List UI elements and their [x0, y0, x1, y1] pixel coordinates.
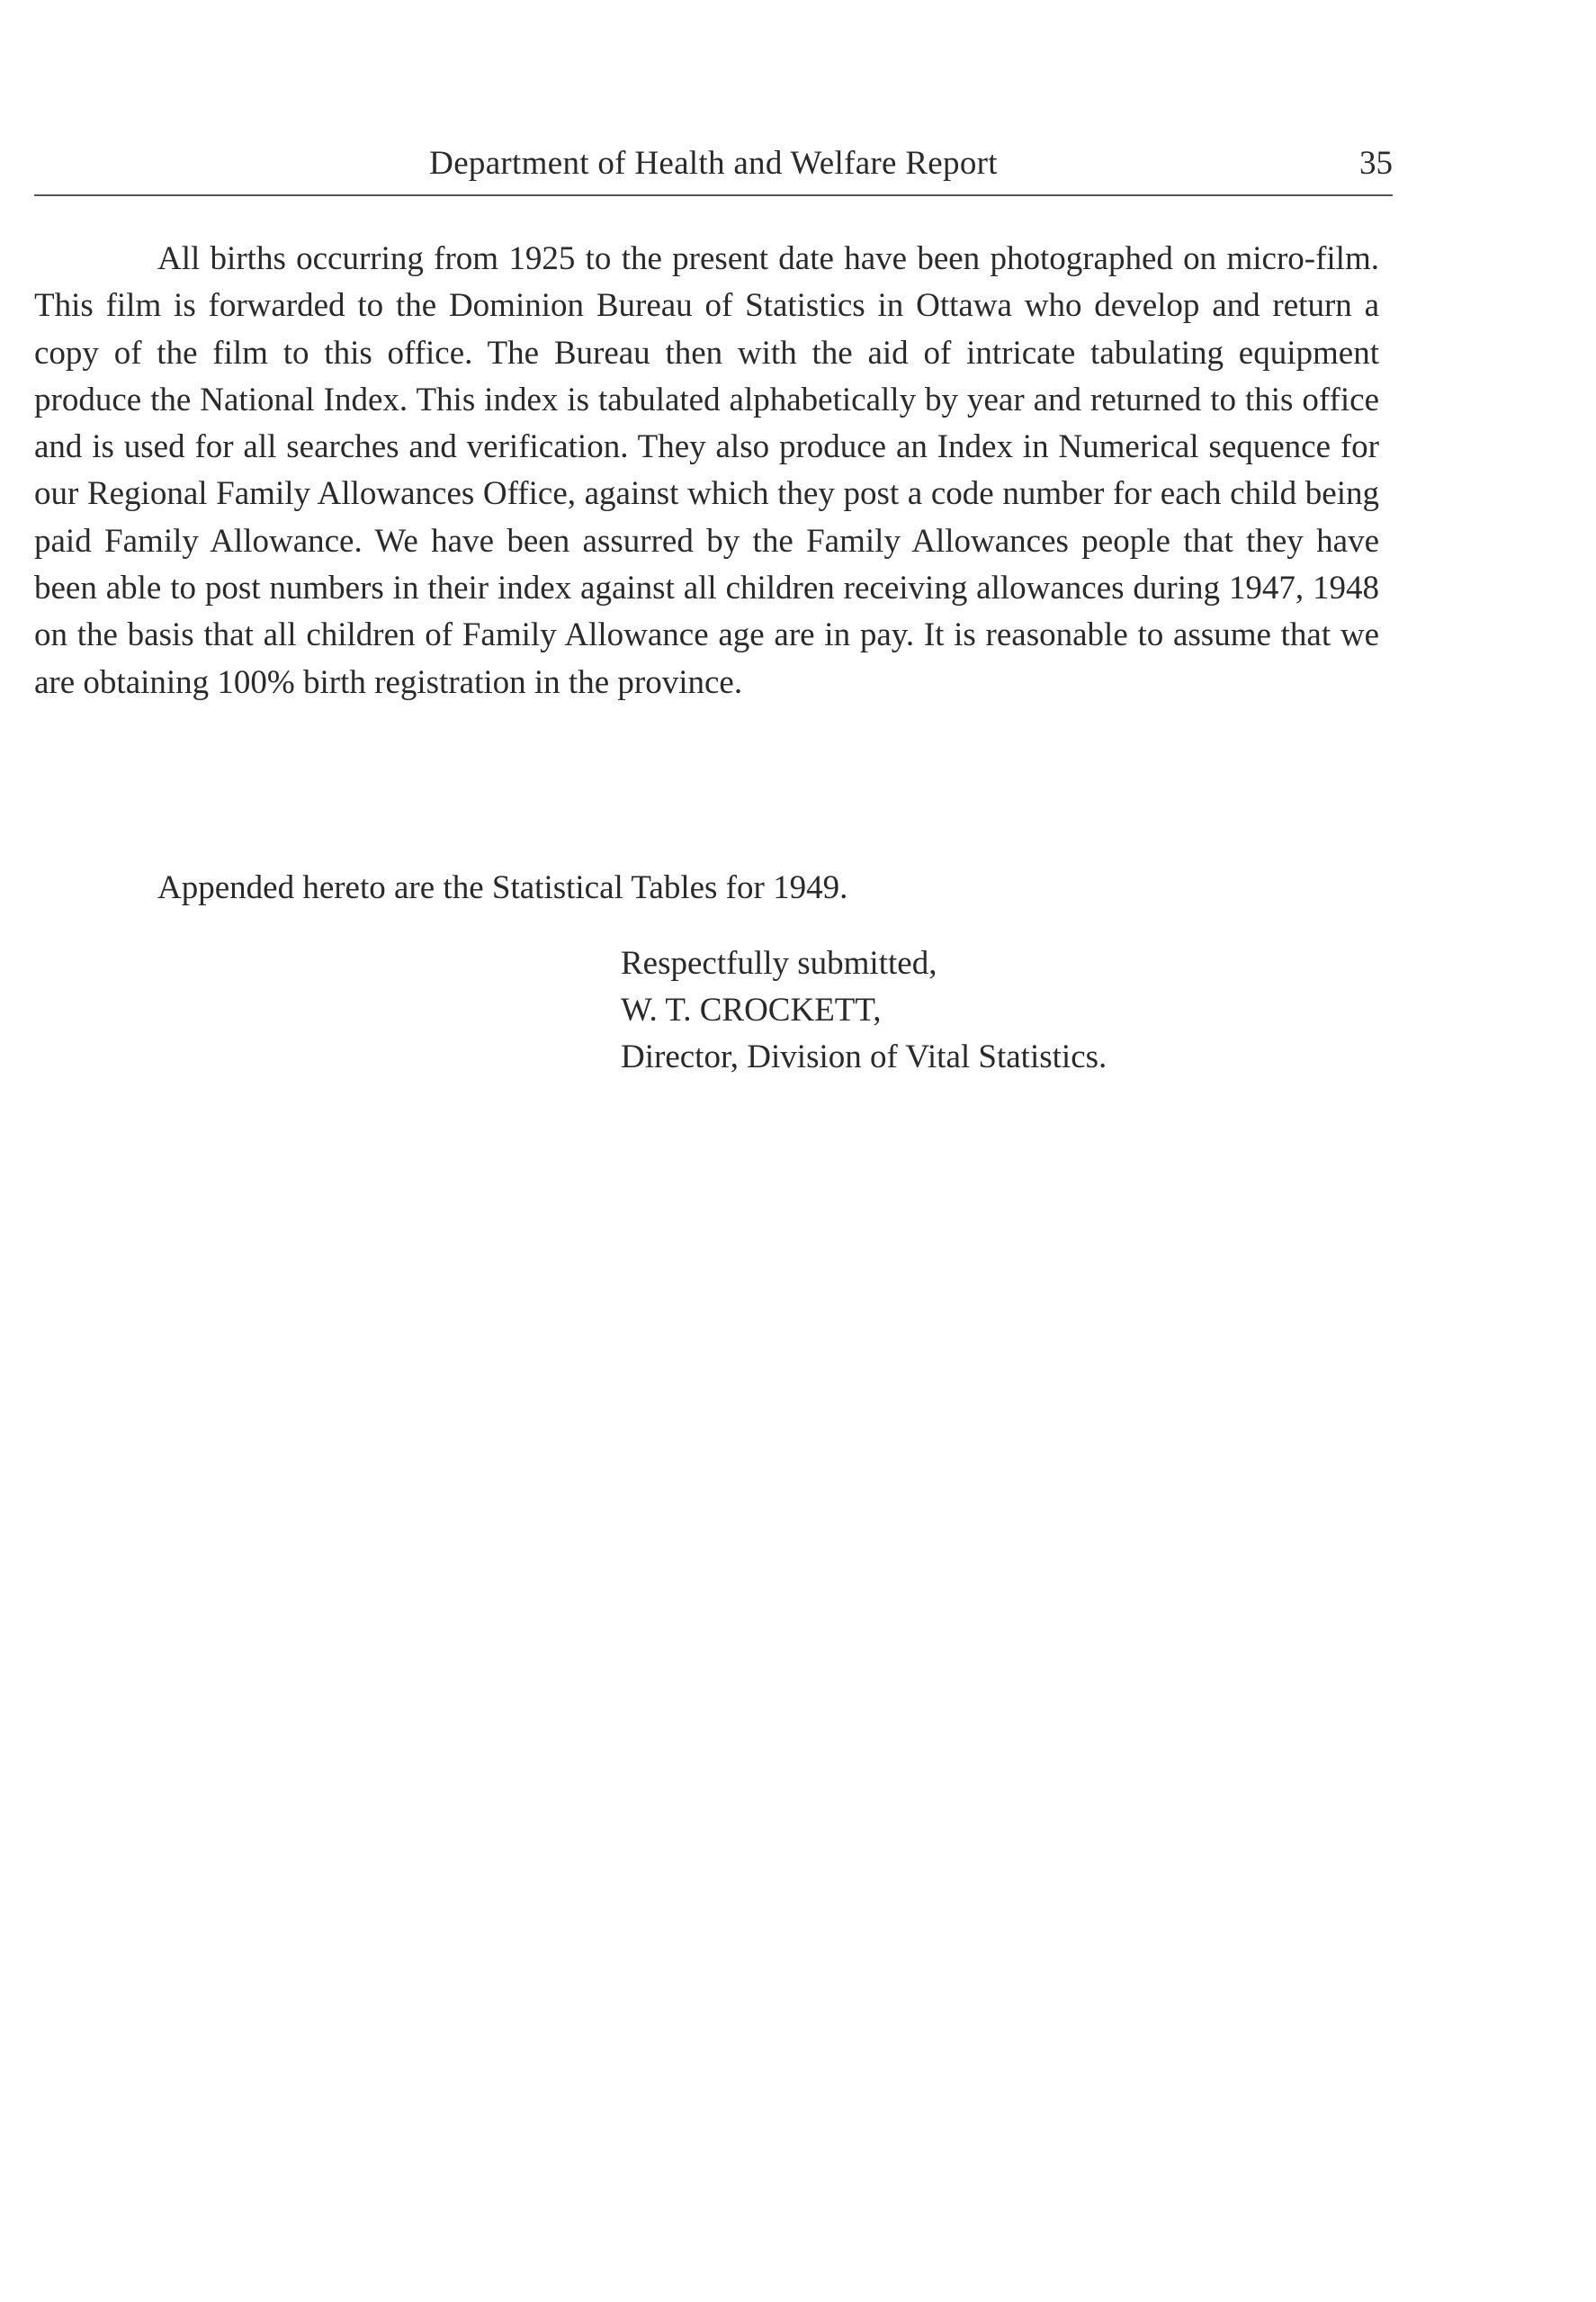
signature-block: [621, 940, 1107, 1081]
signature-closing: Respectfully submitted,: [621, 945, 937, 982]
signature-name: W. T. CROCKETT,: [621, 992, 882, 1029]
appended-note: Appended hereto are the Statistical Tables for 1949.: [157, 869, 848, 906]
page-number: 35: [1359, 145, 1393, 182]
running-header: [34, 144, 1393, 196]
header-title: Department of Health and Welfare Report: [429, 145, 998, 182]
body-paragraph: All births occurring from 1925 to the present date have been photographed on micro-film. This film is forwarded to the Dominion Bureau of Statistics in Ottawa who develop and return a copy of the film to this office. The Bureau then with the aid of intricate tabulating equipment produce the National Index. This index is tabulated alphabetically by year and returned to this office and is used for all searches and verification. They also produce an Index in Numerical sequence for our Regional Family Allowances Office, against which they post a code number for each child being paid Family Allowance. We have been assurred by the Family Allowances people that they have been able to post numbers in their index against all children receiving allowances during 1947, 1948 on the basis that all children of Family Allowance age are in pay. It is reasonable to assume that we are obtaining 100% birth registration in the province.: [34, 240, 1379, 701]
signature-position: Director, Division of Vital Statistics.: [621, 1039, 1107, 1075]
